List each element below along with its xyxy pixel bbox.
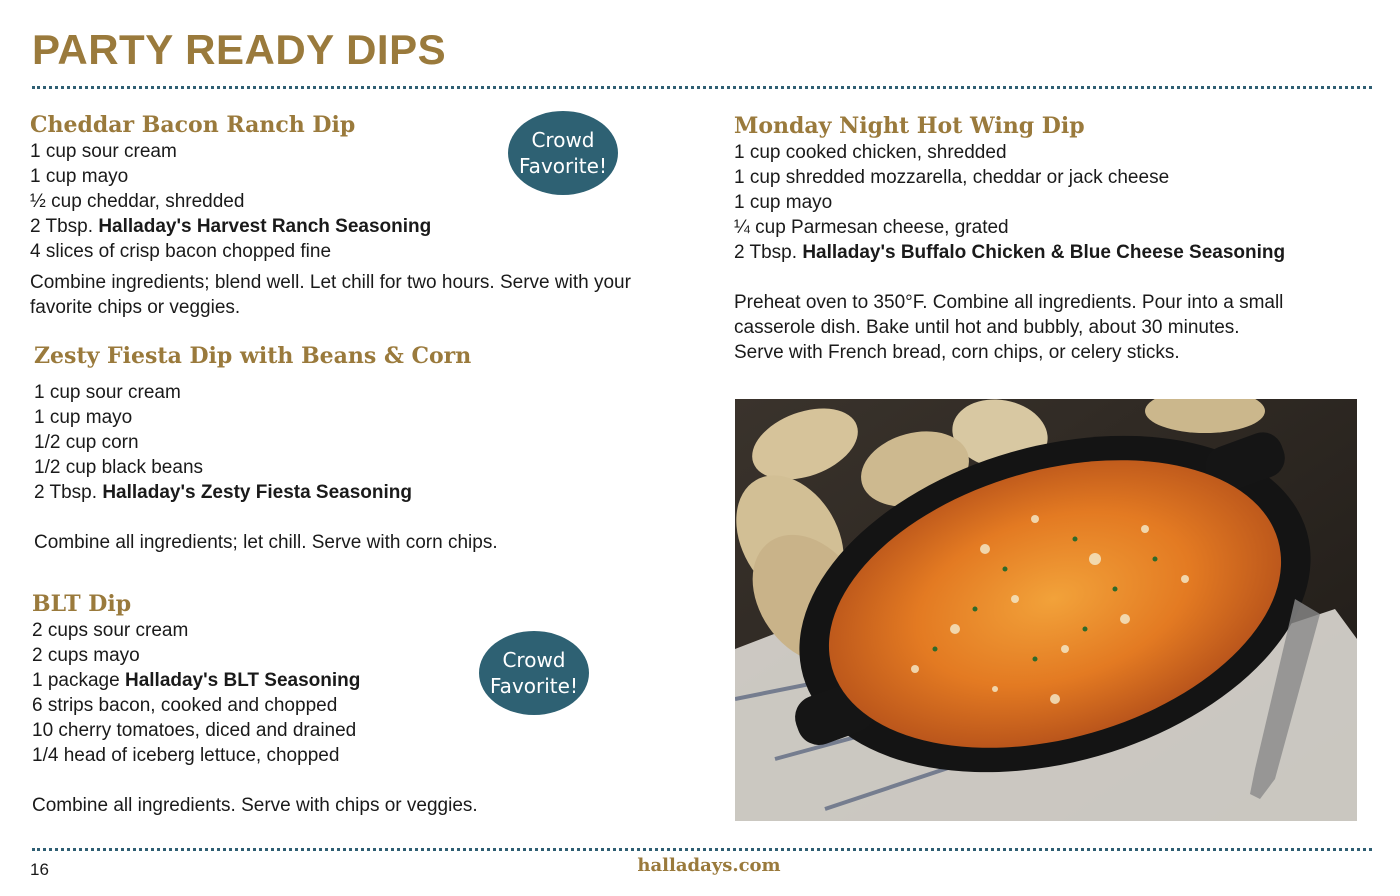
ingredient: 1 cup mayo [34, 407, 133, 428]
ingredient-seasoning [734, 240, 1374, 265]
recipe-title: Cheddar Bacon Ranch Dip [30, 112, 356, 138]
recipe-blt [32, 590, 692, 818]
ingredient-seasoning [32, 668, 692, 693]
recipe-hot-wing [734, 112, 1374, 365]
crowd-favorite-badge [479, 631, 589, 715]
directions-line: casserole dish. Bake until hot and bubbly, about 30 minutes. [734, 317, 1240, 338]
recipe-zesty-fiesta [34, 342, 694, 555]
recipe-title: Monday Night Hot Wing Dip [734, 113, 1085, 139]
recipe-directions [734, 290, 1374, 365]
ingredient: 6 strips bacon, cooked and chopped [32, 695, 338, 716]
recipe-directions: Combine all ingredients. Serve with chips or veggies. [32, 795, 478, 816]
ingredient: 1 cup cooked chicken, shredded [734, 142, 1007, 163]
page-number: 16 [30, 860, 49, 879]
ingredient: 1/2 cup corn [34, 432, 139, 453]
ingredient-list [34, 380, 694, 505]
ingredient-list [734, 140, 1374, 265]
seasoning-name: Halladay's Harvest Ranch Seasoning [98, 216, 432, 237]
quantity: 2 Tbsp. [30, 216, 99, 237]
badge-line: Favorite! [519, 154, 607, 178]
website-link[interactable]: halladays.com [637, 855, 781, 876]
ingredient: 1 cup mayo [30, 166, 129, 187]
hot-wing-dip-photo [735, 399, 1357, 821]
ingredient: 4 slices of crisp bacon chopped fine [30, 241, 332, 262]
recipe-title: Zesty Fiesta Dip with Beans & Corn [34, 343, 472, 369]
dip-illustration [735, 399, 1357, 821]
quantity: 2 Tbsp. [734, 242, 803, 263]
ingredient: 1/4 head of iceberg lettuce, chopped [32, 745, 340, 766]
ingredient: 10 cherry tomatoes, diced and drained [32, 720, 357, 741]
seasoning-name: Halladay's Zesty Fiesta Seasoning [102, 482, 413, 503]
quantity: 1 package [32, 670, 125, 691]
ingredient: ¼ cup Parmesan cheese, grated [734, 217, 1009, 238]
top-dotted-divider [32, 86, 1372, 89]
recipe-directions: Combine ingredients; blend well. Let chill for two hours. Serve with your favorite chips or veggies. [30, 272, 631, 318]
ingredient: 2 cups sour cream [32, 620, 189, 641]
ingredient: 1 cup mayo [734, 192, 833, 213]
quantity: 2 Tbsp. [34, 482, 103, 503]
ingredient-seasoning [30, 214, 690, 239]
ingredient: 1/2 cup black beans [34, 457, 204, 478]
ingredient: 1 cup shredded mozzarella, cheddar or jack cheese [734, 167, 1170, 188]
crowd-favorite-badge [508, 111, 618, 195]
directions-line: Preheat oven to 350°F. Combine all ingredients. Pour into a small [734, 292, 1284, 313]
page-title: PARTY READY DIPS [32, 26, 447, 73]
ingredient: 2 cups mayo [32, 645, 140, 666]
bottom-dotted-divider [32, 848, 1372, 851]
badge-line: Crowd [502, 648, 566, 672]
badge-line: Crowd [531, 128, 595, 152]
ingredient: ½ cup cheddar, shredded [30, 191, 245, 212]
ingredient-list [32, 618, 692, 768]
seasoning-name: Halladay's Buffalo Chicken & Blue Cheese Seasoning [802, 242, 1286, 263]
ingredient: 1 cup sour cream [34, 382, 181, 403]
ingredient-seasoning [34, 480, 694, 505]
recipe-directions: Combine all ingredients; let chill. Serve with corn chips. [34, 532, 498, 553]
directions-line: Serve with French bread, corn chips, or celery sticks. [734, 342, 1180, 363]
recipe-title: BLT Dip [32, 591, 132, 617]
badge-line: Favorite! [490, 674, 578, 698]
ingredient: 1 cup sour cream [30, 141, 177, 162]
seasoning-name: Halladay's BLT Seasoning [124, 670, 361, 691]
